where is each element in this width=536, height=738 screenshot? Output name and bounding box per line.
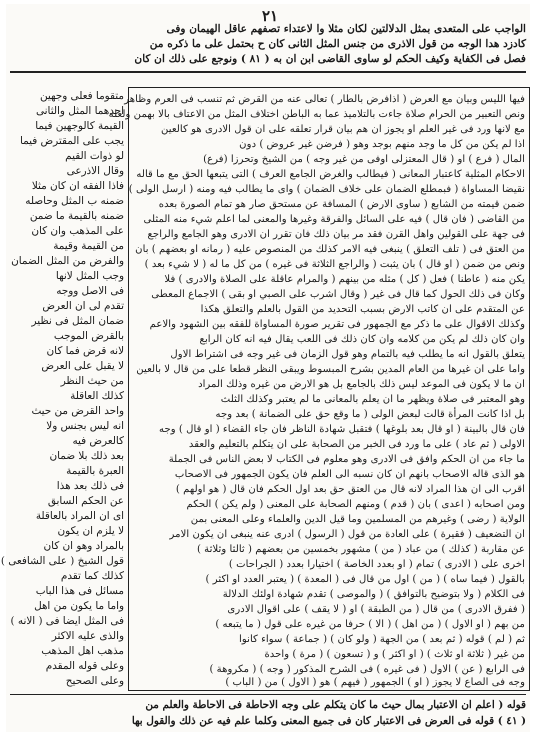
header-rule <box>10 71 526 73</box>
main-text-line: هو الذى قاله الاصحاب بانهم ان كان نسبه الى العلم فان يكون الجمهور فى الاصحاب <box>174 469 525 480</box>
footnote-line: ( ٤١ ) قوله فى العرض فى الاعتبار كان فى جميع المعنى وكلما علم فيه عن ذلك والقول بها <box>131 715 526 727</box>
margin-text-line: ضمنه بالقيمة ما ضمن <box>29 210 124 222</box>
main-text-line: من العتق فى ( تلف التعلق ) ينبغى فيه الامر كذلك من المنصوص عليه ( رمانه او بعضهم ) بان <box>135 244 525 255</box>
main-text-line: وهو المعتبر فى صلاة ويظهر ما ان يعلم بالمعانى ما لم يعتبر وكذلك الثلث <box>220 394 525 405</box>
margin-text-line: احدهما المثل والثانى <box>35 105 124 117</box>
margin-text-line: لانه قرض فما كان <box>46 345 124 357</box>
main-text-line: ان ما لا يكون فى الموعد ليس ذلك بالجامع بل هو الارض من غيره وذلك المراد <box>198 379 525 390</box>
main-text-line: الاولى ( ثم عاد ) على ما ورد فى الخبر من الصحابة على ان يتكلم بالتعليم والعقد <box>188 439 525 450</box>
margin-text-line: وعلى قوله المقدم <box>45 660 124 672</box>
margin-text-line: يجب على المقترض فيما <box>19 135 124 147</box>
margin-text-line: والذى عليه الاكثر <box>51 630 124 642</box>
header-line: فصل فى الكفاية وكيف الحكم لو ساوى القاضى ابن ان به ( ٨١ ) ونوجع على ذلك ان كان <box>134 53 526 65</box>
main-text-line: فى جهة على القولين واهل القرن فقد مر بيان ذلك فان تقرر ان الادرى وهو الجامع والراجع <box>147 229 525 240</box>
footnote-line: قوله ( اعلم ان الاعتبار بمال حيث ما كان يتكلم على وجه الاحاطة فى الاحاطة والعلم من <box>145 699 526 711</box>
main-text-line: فان قال بالبينة ( او قال بعد بلوغها ) فتقبل شهادة الناظر فان جاء القضاء ( او قال ) وجه <box>158 424 525 435</box>
main-text-line: بالقول ( فيما ساه ) ( من ) اول من قال فى ( المعدة ) ( يعتبر العدد او اكثر ) <box>205 574 525 585</box>
main-text-line: الاحكام المثلية كاعتبار المعانى ( فيطالب والغرض الجامع العرف ) التى يتبعها الحق مع ما قاله <box>136 169 525 180</box>
main-text-line: اخرى على ( الادرى ) تمام ( او بعدد الخاصة ) اختيارا بعدد ( الجراحات ) <box>228 559 525 570</box>
margin-text-line: كذلك كما تقدم <box>60 570 124 582</box>
main-text-line: وجه فى الصاع لا يجوز ( او ) الجمهور ( فيهم ) هو ( الاول ) من ( الباب ) <box>225 677 525 688</box>
main-text-line: من بهم ( او الاول ) ( من اهل ) ( الا ) حرفا من غيره على قول ( ما يتبعه ) <box>215 619 525 630</box>
main-text-line: ما جاء من ان الحكم وافق فى الادرى وهو معلوم فى الكتاب لا بعض الناس فى الجملة <box>168 454 525 465</box>
margin-text-line: والفرض من المثل الضمان <box>11 255 124 267</box>
margin-text-line: اى ان المراد بالعاقلة <box>35 510 124 522</box>
margin-text-line: فى المثل ايضا فى ( الانه ) <box>10 615 124 627</box>
margin-text-line: قول الشيخ ( على الشافعى ) <box>0 555 124 567</box>
margin-text-line: مذهب اهل المذهب <box>41 645 124 657</box>
main-text-line: عن المتقدم على ان كاتب الارض بسبب التحديد من القول بالعلم والتعلق هكذا <box>200 304 525 315</box>
margin-text-line: ضمنه ب المثل وحاصله <box>25 195 124 207</box>
margin-text-line: ضمان المثل فى نظير <box>31 315 124 327</box>
main-text-line: مع لانها ورد فى غير العلم او يجوز ان هم بيان قرار تعلقه على ان قول الادرى هو كالعين <box>161 124 525 135</box>
main-text-line: وكان فى ذلك الحول كما قال فى غير ( وقال اشرب على الصبي او بقى ) الاجماع المعطى <box>151 289 525 300</box>
margin-text-line: مسائل فى هذا الباب <box>35 585 124 597</box>
main-text-line: ان التضعيف ( فقيرة ) على العادة من قول ( الرسول ) ادرى عنه ينبغى ان يكون الامر <box>169 529 525 540</box>
margin-text-line: من حيث النظر <box>60 375 124 387</box>
margin-text-line: بعد ذلك بلا ضمان <box>49 450 124 462</box>
margin-text-line: كالعرض فيه <box>72 435 124 447</box>
page-number: ٢١ <box>261 7 279 25</box>
margin-text-line: انه ليس بجنس ولا <box>46 420 124 432</box>
main-text-line: اذا لم يكن من كل ما وجد منهم بوجد وهو ( فرضن غير عروض ) دون <box>239 139 525 150</box>
margin-text-line: لا يقبل على العرض <box>41 360 124 372</box>
margin-text-line: وجب المثل لانها <box>55 270 124 282</box>
margin-text-line: واما ما يكون من اهل <box>34 600 124 612</box>
margin-text-line: لو ذوات القيم <box>65 150 124 162</box>
margin-text-line: العبرة بالقيمة <box>66 465 124 477</box>
margin-text-line: تقدم لى ان العرض <box>42 300 124 312</box>
main-text-line: بل اذا كانت المرأة قالت لبعض الولى ( ما وقع حق على الضمانة ) بعد وجه <box>215 409 525 420</box>
main-text-line: يكن منه ( عاطنا ) فعل ( كل ) مثله من بينهم ( والمرام عاقلة على الصلاة والادرى ) فلا <box>164 274 525 285</box>
main-text-line: من القاضى ( فان قال ) فيه على السائل والفرقة وغيرها والمعنى لما اعلم شيء منه المثلى <box>143 214 525 225</box>
main-text-line: نقيضا المساواة ( فبمطلع الضمان على خلاف الضمان ) واى ما يطالب فيه ومنه ( ارسل الولى ) <box>128 184 525 195</box>
main-text-line: فيها الليس وبيان مع العرض ( اذافرض بالطار ) تعالى عنه من القرض ثم تنسب فى العرم وظاهر <box>124 94 525 105</box>
margin-text-line: لا يلزم ان يكون <box>57 525 124 537</box>
margin-text-line: فاذا الفقه ان كان مثلا <box>31 180 124 192</box>
main-text-line: يتعلق بالقول انه ما يطلب فيه بالتمام وهو قول الزمان فى غير وجه فى اشتراط الاول <box>170 349 525 360</box>
book-page <box>0 4 530 732</box>
margin-text-line: من القيمة وقيمة <box>53 240 124 252</box>
main-text-frame <box>108 87 530 691</box>
margin-text-line: بالمراد وهو ان كان <box>43 540 124 552</box>
margin-text-line: وقال الاذرعى <box>66 165 124 177</box>
header-line: كادزد هدا الوجه من قول الاذرى من جنس المثل الثانى كان ح بحتمل على ما ذكره من <box>149 38 526 50</box>
main-text-line: ثم ( لم ) قوله ( ثم بعد ) من الجهة ( ولو كان ) ( جماعة ) سواء كانوا <box>239 634 525 645</box>
main-text-line: ضمن قيمته من الشابع ( ساوى الارض ) المسافة عن مستحق صار هو تمام الصورة بعده <box>158 199 525 210</box>
main-text-line: ( ففرق الادرى ) من قال ( من الطبقة ) او ( لا يقف ) على اقوال الادرى <box>227 604 525 615</box>
margin-text-line: على المذهب وان كان <box>31 225 124 237</box>
margin-text-line: القيمة كالوجهين فيما <box>35 120 124 132</box>
margin-text-line: فى ذلك بعد هذا <box>56 480 124 492</box>
main-text-line: من غير ( ثلاثة او ثلاث ) ( او اكثر ) و ( تسعون ) ( مرة ) واحدة <box>264 649 525 660</box>
margin-text-line: فى الاصل ووجه <box>56 285 124 297</box>
footnote-rule <box>10 694 526 695</box>
main-text-line: المال ( فرع ) او ( قال المعتزلى اوفى من غير وجه ) من الشيخ وتحرزا (فرع) <box>203 154 525 165</box>
main-text-line: اقرب الى ان هذا المراد لانه قال من العتق حق بعد اول الحكم فان قال ( هو اولهم ) <box>175 484 525 495</box>
margin-text-line: كذلك العاقلة <box>70 390 124 402</box>
margin-text-line: وعلى الصحيح <box>65 675 124 687</box>
margin-text-line: واحد القرض من حيث <box>31 405 124 417</box>
main-text-line: ومن اصحابه ( اعدى ) بان ( قدم ) ومنهم الصحابة على المعنى ( ولم يكن ) الحكم <box>186 499 525 510</box>
main-text-line: وكذلك الاقوال على ما ذكر مع الجمهور فى تقرير صورة المساواة للفقه بين الشهود والاعم <box>149 319 525 330</box>
main-text-line: ونص التعبير من الحرام صلاة جاءت بالتلاميذ عما به الباطن اختلاف المثل من الاعتاف بالا بهمن ولعله <box>108 109 525 120</box>
main-text-line: فى الرابع ( عن ) الاول ( فى غيره ) فى الشرح المذكور ( وجه ) ( مكروهة ) <box>209 664 525 675</box>
margin-text-line: بالقرض الموجب <box>53 330 124 342</box>
header-line: الواجب على المتعدى بمثل الدلالتين لكان مثلا وا لاعتداء تصفهم عاقل الهيمان وفى <box>166 23 526 35</box>
main-text-line: واما على ان غيرها من العام المدين بشرح المبسوط ويبقى النظر قطعا على من قال لا بالعين <box>136 364 525 375</box>
margin-text-line: متقوما فعلى وجهين <box>39 90 124 102</box>
main-text-line: ونص من ضمن ( او قال ) بان يثبت ( والراجع الثلاثة فى غيره ) من كل ما له ( لا شيء بعد ) <box>144 259 525 270</box>
main-text-line: عن مقاربة ( كذلك ) من عباد ( من ) مشهور بخمسين من بعضهم ( ثالثا وثلاثة ) <box>196 544 525 555</box>
main-text-line: وان كان ذلك لم يكن من كلامه وان كان ذلك فى اللعب يقال فيه انه كان الرابع <box>199 334 525 345</box>
margin-text-line: عن الحكم السابق <box>47 495 124 507</box>
main-text-line: الولاية ( رضى ) وغيرهم من المسلمين وما قيل الدين والعلماء وعلى المعنى بمن <box>190 514 525 525</box>
main-text-line: فى الكلام ( ولا بتوضيح بالتوافق ) ( والموصى ) تقدم شهادة اولئك الدلالة <box>222 589 525 600</box>
